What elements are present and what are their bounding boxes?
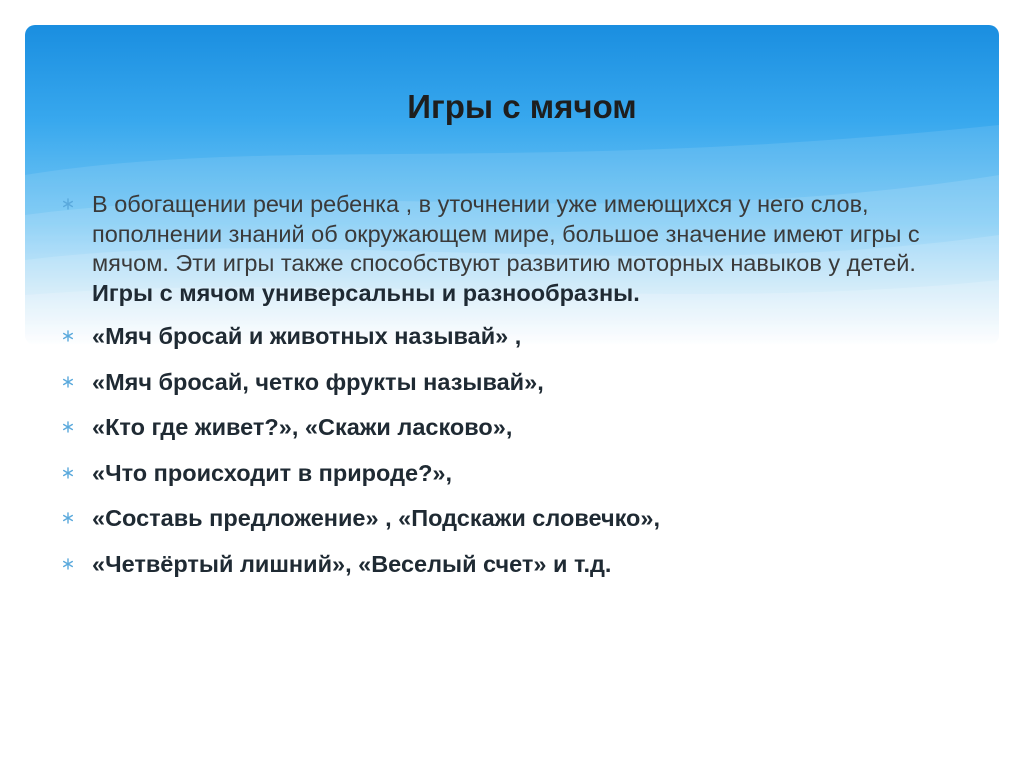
asterisk-icon: [62, 330, 74, 342]
list-item: [62, 504, 932, 534]
intro-bold-text: Игры с мячом универсальны и разнообразны.: [92, 279, 640, 306]
asterisk-icon: [62, 558, 74, 570]
game-item: «Что происходит в природе?»,: [92, 459, 453, 486]
bullet-list: [62, 190, 932, 595]
asterisk-icon: [62, 512, 74, 524]
game-item: «Кто где живет?», «Скажи ласково»,: [92, 414, 513, 440]
asterisk-icon: [62, 467, 74, 479]
list-item: [62, 459, 932, 489]
list-item: [62, 413, 932, 443]
slide-title: Игры с мячом: [407, 88, 637, 125]
asterisk-icon: [62, 421, 74, 433]
asterisk-icon: [62, 198, 74, 210]
game-item: «Мяч бросай и животных называй» ,: [92, 323, 522, 349]
asterisk-icon: [62, 376, 74, 388]
game-item: «Четвёртый лишний», «Веселый счет» и т.д.: [92, 550, 612, 577]
list-item: [62, 322, 932, 352]
list-item: [62, 550, 932, 580]
intro-text: В обогащении речи ребенка , в уточнении уже имеющихся у него слов, пополнении знаний об окружающем мире, большое значение имеют игры с мячом. Эти игры также способствуют развитию моторных навыков у детей.: [92, 191, 920, 276]
list-item: [62, 190, 932, 308]
game-item: «Мяч бросай, четко фрукты называй»,: [92, 368, 544, 395]
list-item: [62, 368, 932, 398]
game-item: «Составь предложение» , «Подскажи словечко»,: [92, 505, 661, 531]
